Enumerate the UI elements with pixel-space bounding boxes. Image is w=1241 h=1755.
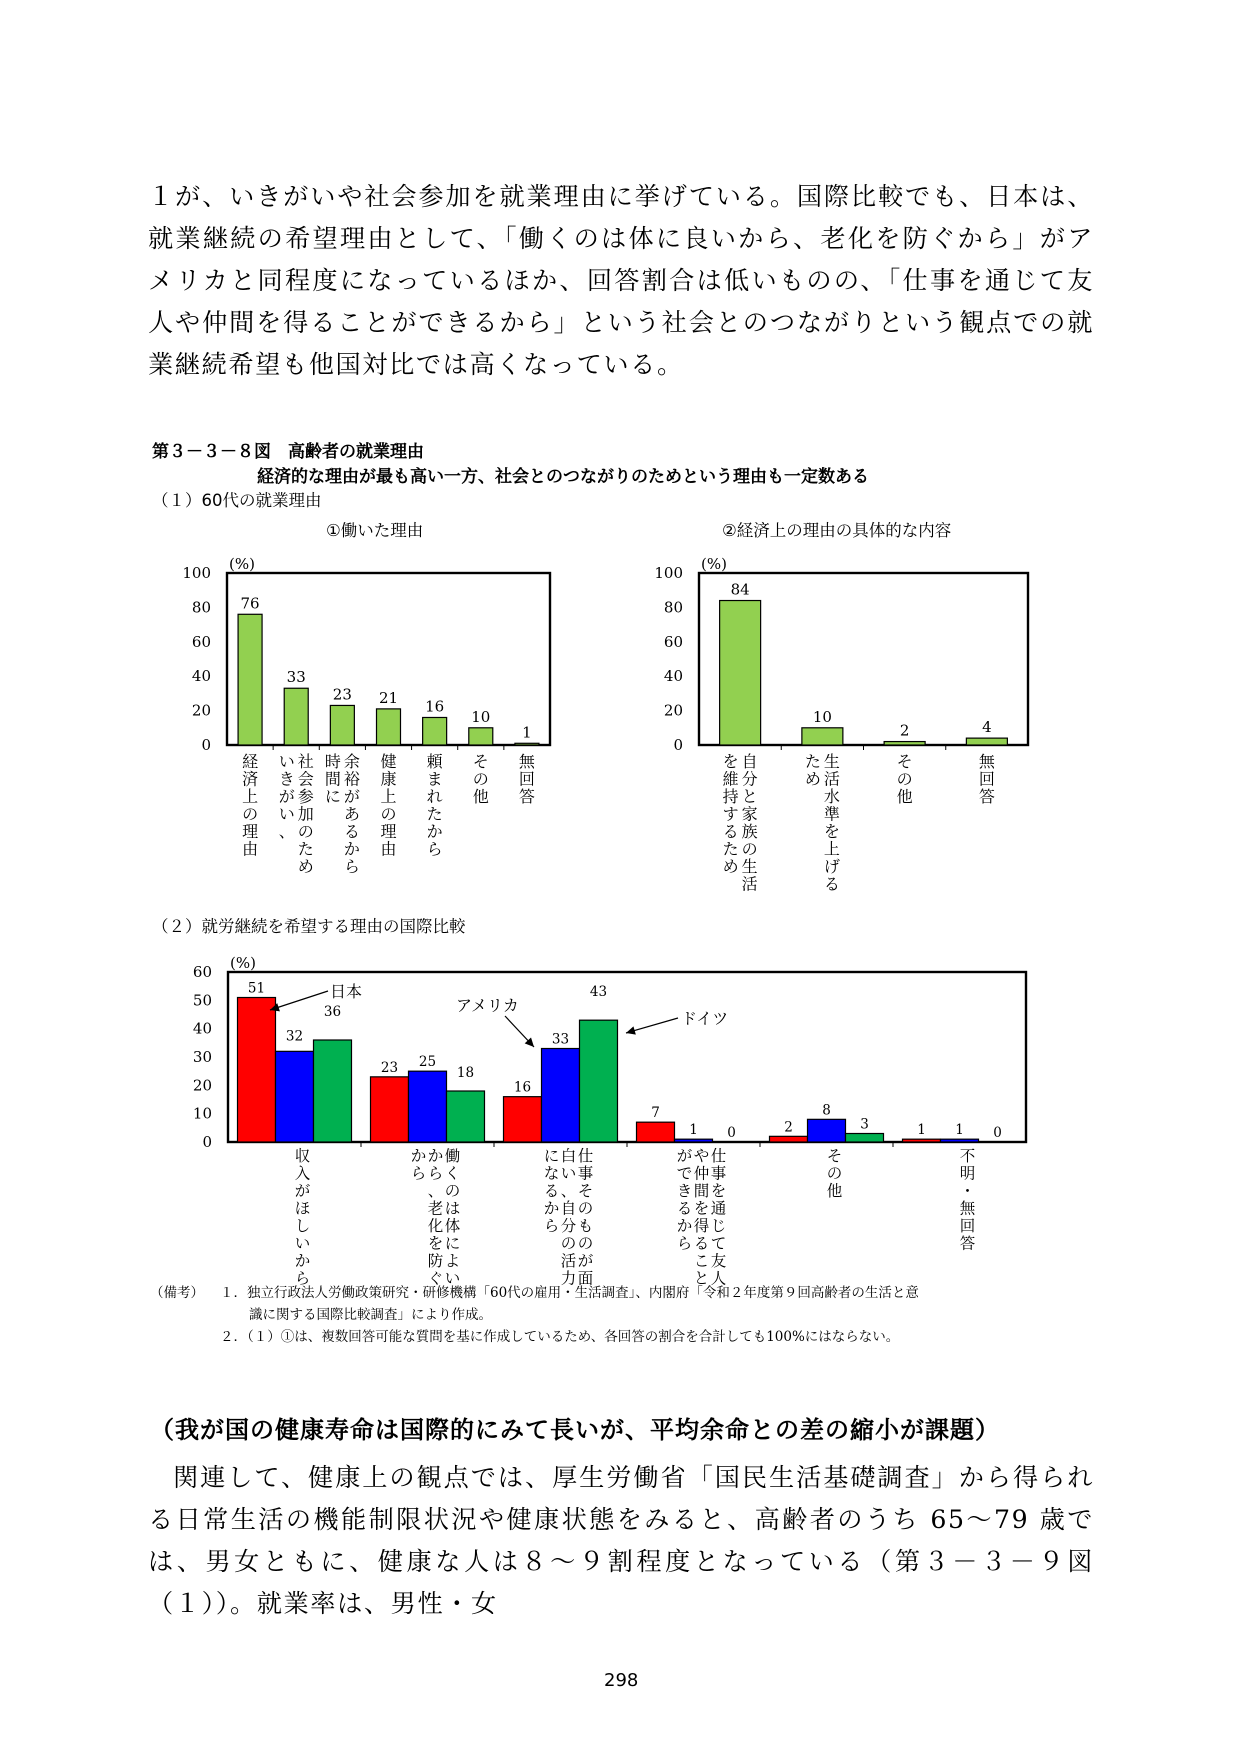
x-category-label-char: の: [560, 1234, 577, 1253]
x-category-label-char: 仕: [710, 1147, 727, 1166]
y-tick-label: 80: [663, 598, 683, 617]
x-category-label-char: を: [823, 822, 840, 841]
x-category-label-char: 理: [242, 822, 259, 841]
x-category-label-char: 事: [710, 1164, 727, 1183]
x-category-label-char: 白: [560, 1147, 577, 1166]
x-category-label-char: き: [278, 769, 295, 789]
x-category-label-char: 会: [297, 769, 314, 789]
x-category-label-char: る: [676, 1199, 693, 1218]
x-category-label-char: 参: [297, 787, 314, 806]
x-category-label-char: る: [543, 1182, 560, 1201]
x-category-label-char: な: [543, 1164, 560, 1183]
x-category-label-char: 、: [427, 1182, 444, 1201]
data-label: 16: [513, 1079, 532, 1096]
note-line-2: 識に関する国際比較調査」により作成。: [249, 1307, 492, 1323]
y-tick-label: 40: [192, 1019, 212, 1038]
closing-paragraph: 関連して、健康上の観点では、厚生労働省「国民生活基礎調査」から得られる日常生活の機能制限状況や健康状態をみると、高齢者のうち 65～79 歳では、男女ともに、健康な人は８～９割程度となっている（第３－３－９図（１））。就業率は、男性・女: [148, 1463, 1094, 1618]
x-category-label-char: を: [693, 1199, 710, 1218]
x-category-label-char: 間: [324, 769, 341, 789]
x-category-label-char: い: [444, 1269, 461, 1288]
x-category-label-char: あ: [343, 804, 360, 824]
y-tick-label: 20: [191, 701, 211, 720]
x-category-label-char: そ: [577, 1182, 594, 1201]
y-tick-label: 60: [663, 632, 683, 651]
x-category-label-char: ら: [410, 1164, 427, 1183]
note-line-1: １．独立行政法人労働政策研究・研修機構「60代の雇用・生活調査」、内閣府「令和２年度第９回高齢者の生活と意: [220, 1285, 919, 1301]
data-label: 76: [240, 594, 260, 613]
data-label: 2: [899, 721, 910, 740]
x-category-label-char: 頼: [426, 752, 443, 771]
x-category-label-char: が: [577, 1252, 594, 1271]
x-category-label-char: 済: [242, 769, 259, 789]
x-category-label-char: 健: [380, 752, 397, 771]
data-label: 10: [471, 707, 491, 726]
x-category-label-char: 得: [693, 1217, 710, 1236]
x-category-label-char: も: [577, 1217, 594, 1236]
x-category-label-char: じ: [710, 1217, 727, 1236]
x-category-label-char: か: [426, 822, 443, 841]
x-category-label-char: ら: [543, 1217, 560, 1236]
x-category-label-char: る: [343, 822, 360, 841]
x-category-label-char: い: [560, 1164, 577, 1183]
x-category-label-char: 活: [560, 1252, 577, 1271]
x-category-label-char: 家: [741, 804, 758, 824]
y-tick-label: 20: [663, 701, 683, 720]
x-category-label-char: た: [804, 752, 821, 771]
x-category-label-char: 明: [959, 1164, 976, 1183]
bar-japan: [238, 998, 276, 1143]
y-tick-label: 0: [201, 736, 211, 754]
x-category-label-char: 答: [959, 1234, 976, 1253]
figure-subtitle: 経済的な理由が最も高い一方、社会とのつながりのためという理由も一定数ある: [257, 467, 869, 487]
x-category-label-char: 時: [324, 752, 341, 771]
x-category-label-char: い: [294, 1234, 311, 1253]
x-category-label-char: 社: [297, 752, 314, 771]
x-category-label-char: そ: [472, 752, 489, 771]
x-category-label-char: に: [324, 787, 341, 806]
y-tick-label: 60: [192, 963, 212, 981]
x-category-label-char: る: [722, 822, 739, 841]
x-category-label-char: く: [444, 1164, 461, 1183]
x-category-label-char: ま: [426, 769, 443, 789]
x-category-label-char: 自: [560, 1199, 577, 1218]
x-category-label-char: れ: [426, 787, 443, 806]
x-category-label-char: 他: [826, 1182, 843, 1201]
part1-label: （１）60代の就業理由: [152, 491, 322, 510]
intro-paragraph: １が、いきがいや社会参加を就業理由に挙げている。国際比較でも、日本は、就業継続の希望理由として、「働くのは体に良いから、老化を防ぐから」がアメリカと同程度になっているほか、回答割合は低いものの、「仕事を通じて友人や仲間を得ることができるから」という社会とのつながりという観点での就業継続希望も他国対比では高くなっている。: [148, 182, 1094, 379]
chart2-title: ②経済上の理由の具体的な内容: [722, 521, 952, 540]
x-category-label-char: の: [896, 769, 913, 789]
x-category-label-char: ら: [426, 839, 443, 859]
x-category-label-char: た: [426, 804, 443, 824]
x-category-label-char: 防: [427, 1252, 444, 1271]
x-category-label-char: 不: [959, 1147, 976, 1166]
bar-japan: [637, 1122, 675, 1142]
data-label: 1: [522, 723, 532, 742]
x-category-label-char: 答: [518, 787, 535, 806]
y-tick-label: 100: [654, 564, 683, 582]
x-category-label-char: 経: [242, 752, 259, 771]
data-label: 33: [551, 1031, 570, 1048]
x-category-label-char: 理: [380, 822, 397, 841]
data-label: 2: [784, 1119, 793, 1136]
x-category-label-char: と: [693, 1269, 710, 1288]
data-label: 36: [323, 1004, 342, 1020]
x-category-label-char: 仕: [577, 1147, 594, 1166]
x-category-label-char: か: [543, 1199, 560, 1218]
bar-usa: [675, 1139, 713, 1142]
x-category-label-char: 事: [577, 1164, 594, 1183]
x-category-label-char: め: [297, 857, 314, 876]
x-category-label-char: が: [278, 787, 295, 806]
x-category-label-char: の: [577, 1234, 594, 1253]
x-category-label-char: す: [722, 804, 739, 824]
data-label: 1: [689, 1122, 698, 1139]
x-category-label-char: が: [343, 787, 360, 806]
x-category-label-char: い: [278, 804, 295, 824]
x-category-label-char: 化: [427, 1217, 444, 1236]
x-category-label-char: 間: [693, 1182, 710, 1201]
x-category-label-char: 入: [294, 1164, 311, 1183]
x-category-label-char: 自: [741, 752, 758, 771]
data-label: 23: [332, 685, 352, 704]
x-category-label-char: の: [577, 1199, 594, 1218]
x-category-label-char: 水: [823, 787, 840, 806]
bar-japan: [903, 1139, 941, 1142]
x-category-label-char: 由: [242, 839, 259, 859]
y-tick-label: 20: [192, 1076, 212, 1095]
x-category-label-char: 、: [278, 822, 295, 841]
bar-usa: [941, 1139, 979, 1142]
data-label: 16: [425, 697, 445, 716]
y-tick-label: 10: [192, 1104, 212, 1123]
x-category-label-char: や: [693, 1147, 710, 1166]
bar-germany: [580, 1020, 618, 1142]
x-category-label-char: 回: [518, 769, 535, 789]
x-category-label-char: 生: [823, 752, 840, 771]
x-category-label-char: 加: [297, 804, 314, 824]
x-category-label-char: 準: [823, 804, 840, 824]
section-heading: （我が国の健康寿命は国際的にみて長いが、平均余命との差の縮小が課題）: [150, 1415, 1000, 1444]
x-category-label-char: 活: [823, 769, 840, 789]
chart1-title: ①働いた理由: [326, 521, 424, 540]
part2-label: （２）就労継続を希望する理由の国際比較: [152, 917, 466, 936]
x-category-label-char: か: [410, 1147, 427, 1166]
y-tick-label: 50: [192, 991, 212, 1010]
x-category-label-char: 収: [294, 1147, 311, 1166]
x-category-label-char: 友: [710, 1252, 727, 1271]
notes-label: （備考）: [150, 1285, 204, 1301]
x-category-label-char: こ: [693, 1252, 710, 1271]
x-category-label-char: 答: [978, 787, 995, 806]
x-category-label-char: 由: [380, 839, 397, 859]
bar-germany: [314, 1040, 352, 1142]
x-category-label-char: に: [444, 1234, 461, 1253]
x-category-label-char: 回: [978, 769, 995, 789]
x-category-label-char: を: [710, 1182, 727, 1201]
legend-label-japan: 日本: [330, 982, 363, 1001]
x-category-label-char: 仲: [693, 1164, 710, 1183]
data-label: 21: [378, 688, 399, 707]
data-label: 0: [727, 1125, 736, 1141]
x-category-label-char: 活: [741, 874, 758, 894]
data-label: 51: [247, 980, 266, 997]
data-label: 3: [860, 1116, 869, 1133]
data-label: 33: [286, 668, 306, 687]
x-category-label-char: の: [741, 839, 758, 859]
x-category-label-char: 上: [380, 787, 397, 806]
x-category-label-char: 裕: [343, 769, 360, 789]
bar-germany: [447, 1091, 485, 1142]
x-category-label-char: の: [242, 804, 259, 824]
x-category-label-char: 他: [472, 787, 489, 806]
page-number: 298: [604, 1670, 639, 1691]
x-category-label-char: 面: [577, 1269, 594, 1288]
x-category-label-char: 無: [978, 752, 995, 771]
x-category-label-char: は: [444, 1199, 461, 1218]
x-category-label-char: ら: [294, 1269, 311, 1288]
x-category-label-char: 働: [444, 1147, 461, 1166]
x-category-label-char: か: [343, 839, 360, 859]
x-category-label-char: の: [826, 1164, 843, 1183]
x-category-label-char: て: [710, 1234, 727, 1253]
x-category-label-char: 力: [560, 1269, 577, 1288]
x-category-label-char: し: [294, 1217, 311, 1236]
x-category-label-char: き: [676, 1182, 693, 1201]
data-label: 32: [285, 1028, 304, 1045]
x-category-label-char: の: [380, 804, 397, 824]
x-category-label-char: そ: [826, 1147, 843, 1166]
x-category-label-char: ぐ: [427, 1269, 444, 1288]
legend-arrow-japan: [270, 991, 328, 1010]
bar-usa: [409, 1071, 447, 1142]
bar-japan: [770, 1136, 808, 1142]
x-category-label-char: に: [543, 1147, 560, 1166]
x-category-label-char: が: [294, 1182, 311, 1201]
legend-label-usa: アメリカ: [456, 996, 519, 1015]
x-category-label-char: め: [722, 857, 739, 876]
bar-japan: [504, 1097, 542, 1142]
x-category-label-char: か: [427, 1147, 444, 1166]
data-label: 1: [955, 1122, 964, 1139]
bar-usa: [542, 1049, 580, 1143]
x-category-label-char: 無: [959, 1199, 976, 1218]
x-category-label-char: 無: [518, 752, 535, 771]
y-tick-label: 40: [191, 667, 211, 686]
x-category-label-char: た: [297, 839, 314, 859]
x-category-label-char: を: [427, 1234, 444, 1253]
x-category-label-char: か: [294, 1252, 311, 1271]
x-category-label-char: が: [676, 1147, 693, 1166]
data-label: 7: [651, 1105, 660, 1122]
y-unit-label: (%): [229, 555, 255, 573]
x-category-label-char: か: [676, 1217, 693, 1236]
note-line-3: ２．（１）①は、複数回答可能な質問を基に作成しているため、各回答の割合を合計しても100%にはならない。: [220, 1329, 900, 1345]
bar-japan: [371, 1077, 409, 1142]
legend-label-germany: ドイツ: [681, 1009, 729, 1028]
x-category-label-char: げ: [823, 857, 840, 876]
x-category-label-char: る: [693, 1234, 710, 1253]
x-category-label-char: 康: [380, 769, 397, 789]
y-tick-label: 0: [673, 736, 683, 754]
x-category-label-char: 人: [710, 1269, 727, 1288]
x-category-label-char: 通: [710, 1199, 727, 1218]
y-tick-label: 60: [191, 632, 211, 651]
x-category-label-char: 、: [560, 1182, 577, 1201]
bar-germany: [846, 1134, 884, 1143]
x-category-label-char: で: [676, 1164, 693, 1183]
x-category-label-char: よ: [444, 1252, 461, 1271]
y-tick-label: 40: [663, 667, 683, 686]
x-category-label-char: い: [278, 752, 295, 771]
data-label: 25: [418, 1054, 437, 1071]
bar-usa: [808, 1119, 846, 1142]
legend-arrow-germany-head: [626, 1026, 636, 1034]
x-category-label-char: の: [444, 1182, 461, 1201]
x-category-label-char: 老: [427, 1199, 444, 1218]
data-label: 18: [456, 1065, 475, 1081]
y-tick-label: 80: [191, 598, 211, 617]
data-label: 0: [993, 1125, 1002, 1141]
x-category-label-char: 持: [722, 787, 739, 806]
x-category-label-char: の: [297, 822, 314, 841]
data-label: 1: [917, 1122, 926, 1139]
x-category-label-char: を: [722, 752, 739, 771]
x-category-label-char: ら: [676, 1234, 693, 1253]
x-category-label-char: 分: [560, 1217, 577, 1236]
y-tick-label: 30: [192, 1048, 212, 1066]
x-category-label-char: 維: [722, 769, 739, 789]
x-category-label-char: た: [722, 839, 739, 859]
x-category-label-char: る: [823, 874, 840, 894]
x-category-label-char: 生: [741, 857, 758, 876]
x-category-label-char: 上: [242, 787, 259, 806]
data-label: 10: [812, 707, 832, 726]
x-category-label-char: 体: [444, 1217, 461, 1236]
y-unit-label: (%): [230, 954, 256, 972]
x-category-label-char: ほ: [294, 1199, 311, 1218]
x-category-label-char: 回: [959, 1217, 976, 1236]
x-category-label-char: ら: [343, 857, 360, 876]
x-category-label-char: 他: [896, 787, 913, 806]
data-label: 23: [380, 1059, 399, 1076]
y-tick-label: 100: [182, 564, 211, 582]
x-category-label-char: ・: [959, 1182, 976, 1201]
x-category-label-char: そ: [896, 752, 913, 771]
x-category-label-char: 分: [741, 769, 758, 789]
y-unit-label: (%): [701, 555, 727, 573]
x-category-label-char: と: [741, 787, 758, 806]
data-label: 8: [822, 1102, 831, 1119]
x-category-label-char: ら: [427, 1164, 444, 1183]
x-category-label-char: 族: [741, 822, 758, 841]
data-label: 43: [589, 984, 608, 1001]
y-tick-label: 0: [202, 1133, 212, 1151]
x-category-label-char: 余: [343, 752, 360, 771]
figure-title: 第３－３－８図 高齢者の就業理由: [152, 442, 424, 462]
x-category-label-char: め: [804, 769, 821, 789]
data-label: 4: [982, 718, 992, 737]
x-category-label-char: の: [472, 769, 489, 789]
data-label: 84: [730, 580, 750, 599]
bar-usa: [276, 1051, 314, 1142]
x-category-label-char: 上: [823, 839, 840, 859]
